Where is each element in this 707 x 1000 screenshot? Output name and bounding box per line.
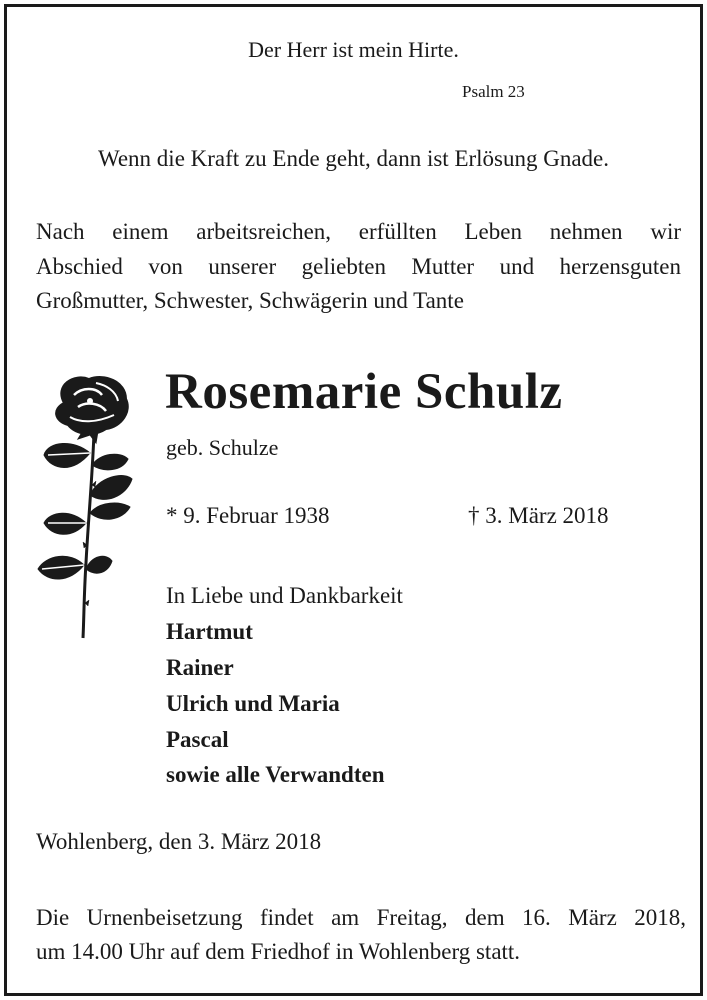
quote: Wenn die Kraft zu Ende geht, dann ist Erlösung Gnade. — [97, 146, 610, 171]
mourner-name: Pascal — [166, 727, 229, 752]
death-date: † 3. März 2018 — [468, 503, 609, 528]
mourner-name: Rainer — [166, 655, 234, 680]
intro-line: Abschied von unserer geliebten Mutter und herzensguten — [36, 253, 681, 279]
birth-name: geb. Schulze — [166, 435, 279, 460]
rose-icon — [34, 373, 139, 643]
burial-line: Die Urnenbeisetzung findet am Freitag, dem 16. März 2018, — [36, 905, 686, 930]
deceased-name: Rosemarie Schulz — [165, 364, 563, 420]
mourner-name: sowie alle Verwandten — [166, 762, 385, 787]
burial-line: um 14.00 Uhr auf dem Friedhof in Wohlenberg statt. — [36, 939, 521, 964]
birth-date: * 9. Februar 1938 — [166, 503, 330, 528]
mourner-name: Ulrich und Maria — [166, 691, 340, 716]
mourners-intro: In Liebe und Dankbarkeit — [166, 583, 403, 608]
motto: Der Herr ist mein Hirte. — [248, 37, 459, 62]
intro-line: Nach einem arbeitsreichen, erfüllten Leben nehmen wir — [36, 219, 681, 244]
place-date: Wohlenberg, den 3. März 2018 — [36, 829, 322, 854]
mourner-name: Hartmut — [166, 619, 253, 644]
psalm-reference: Psalm 23 — [462, 82, 525, 101]
intro-text — [36, 215, 681, 319]
intro-line: Großmutter, Schwester, Schwägerin und Tante — [36, 288, 464, 313]
notice-frame — [4, 4, 703, 996]
burial-info — [36, 901, 686, 969]
